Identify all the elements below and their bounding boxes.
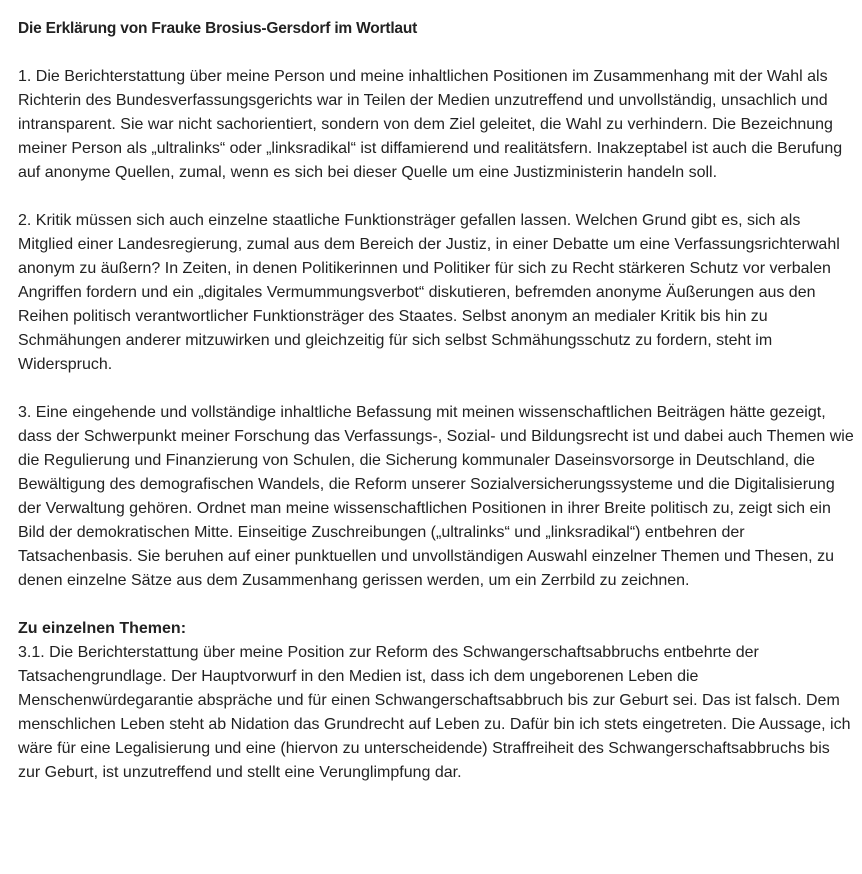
paragraph-3: 3. Eine eingehende und vollständige inhaltliche Befassung mit meinen wissenschaftlichen Beiträgen hätte gezeigt, dass der Schwerpunkt meiner Forschung das Verfassungs-, Sozial- und Bildungsrecht ist und dabei auch Themen wie die Regulierung und Finanzierung von Schulen, die Sicherung kommunaler Daseinsvorsorge in Deutschland, die Bewältigung des demografischen Wandels, die Reform unserer Sozialversicherungssysteme und die Digitalisierung der Verwaltung gehören. Ordnet man meine wissenschaftlichen Positionen in ihrer Breite politisch zu, zeigt sich ein Bild der demokratischen Mitte. Einseitige Zuschreibungen („ultralinks“ und „linksradikal“) entbehren der Tatsachenbasis. Sie beruhen auf einer punktuellen und unvollständigen Auswahl einzelner Themen und Thesen, zu denen einzelne Sätze aus dem Zusammenhang gerissen werden, um ein Zerrbild zu zeichnen. [18, 404, 854, 589]
article-title: Die Erklärung von Frauke Brosius-Gersdorf im Wortlaut [18, 20, 418, 37]
section-heading: Zu einzelnen Themen: [18, 620, 187, 637]
paragraph-2: 2. Kritik müssen sich auch einzelne staatliche Funktionsträger gefallen lassen. Welchen Grund gibt es, sich als Mitglied einer Landesregierung, zumal aus dem Bereich der Justiz, in einer Debatte um eine Verfassungsrichterwahl anonym zu äußern? In Zeiten, in denen Politikerinnen und Politiker für sich zu Recht stärkeren Schutz vor verbalen Angriffen fordern und ein „digitales Vermummungsverbot“ diskutieren, befremden anonyme Äußerungen aus den Reihen politisch verantwortlicher Funktionsträger des Staates. Selbst anonym an medialer Kritik bis hin zu Schmähungen anderer mitzuwirken und gleichzeitig für sich selbst Schmähungsschutz zu fordern, steht im Widerspruch. [18, 212, 840, 373]
article-body [18, 17, 854, 785]
paragraph-3-1: 3.1. Die Berichterstattung über meine Position zur Reform des Schwangerschaftsabbruchs entbehrte der Tatsachengrundlage. Der Hauptvorwurf in den Medien ist, dass ich dem ungeborenen Leben die Menschenwürdegarantie abspräche und für einen Schwangerschaftsabbruch bis zur Geburt sei. Das ist falsch. Dem menschlichen Leben steht ab Nidation das Grundrecht auf Leben zu. Dafür bin ich stets eingetreten. Die Aussage, ich wäre für eine Legalisierung und eine (hiervon zu unterscheidende) Straffreiheit des Schwangerschaftsabbruchs bis zur Geburt, ist unzutreffend und stellt eine Verunglimpfung dar. [18, 644, 851, 781]
paragraph-1: 1. Die Berichterstattung über meine Person und meine inhaltlichen Positionen im Zusammenhang mit der Wahl als Richterin des Bundesverfassungsgerichts war in Teilen der Medien unzutreffend und unvollständig, unsachlich und intransparent. Sie war nicht sachorientiert, sondern von dem Ziel geleitet, die Wahl zu verhindern. Die Bezeichnung meiner Person als „ultralinks“ oder „linksradikal“ ist diffamierend und realitätsfern. Inakzeptabel ist auch die Berufung auf anonyme Quellen, zumal, wenn es sich bei dieser Quelle um eine Justizministerin handeln soll. [18, 68, 843, 181]
